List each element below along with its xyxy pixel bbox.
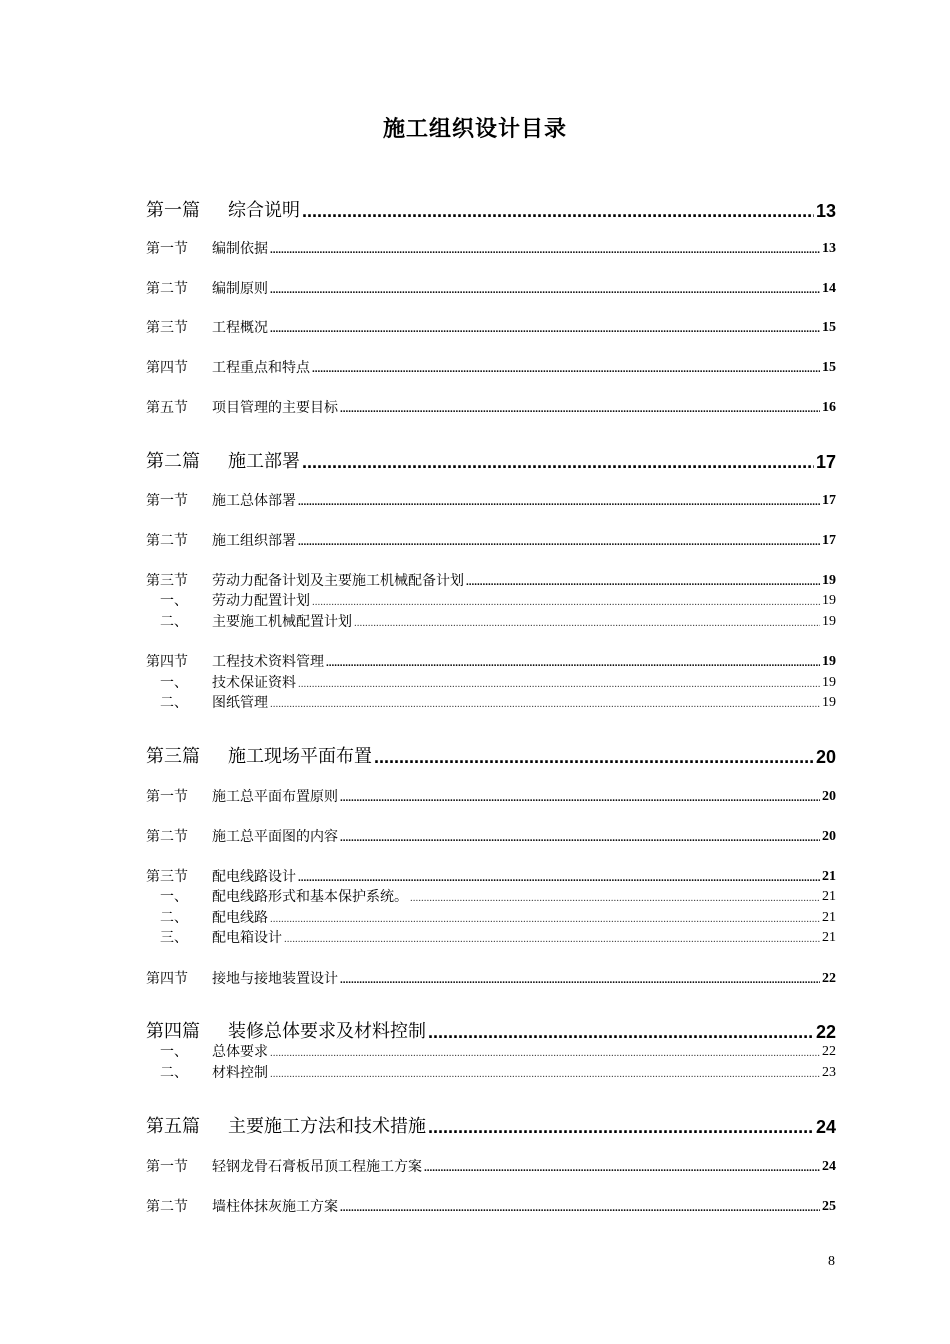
toc-entry-page: 15 [822,360,836,375]
toc-entry-label: 总体要求 [212,1044,268,1060]
toc-entry-label: 主要施工方法和技术措施 [228,1116,426,1137]
toc-entry-label: 施工部署 [228,451,300,472]
toc-entry-sub[interactable] [146,931,836,945]
toc-entry-page: 13 [815,201,836,221]
toc-entry-number: 三、 [160,930,188,946]
toc-entry-sub[interactable] [146,696,836,710]
toc-entry-label: 项目管理的主要目标 [212,400,338,416]
toc-dot-leader [270,245,820,256]
toc-dot-leader [302,453,814,471]
toc-dot-leader [410,893,820,904]
toc-entry-number: 第三节 [146,573,188,589]
toc-entry-number: 一、 [160,889,188,905]
toc-entry-number: 第五节 [146,400,188,416]
toc-entry-label: 施工总平面图的内容 [212,829,338,845]
toc-entry-number: 第四篇 [146,1021,200,1042]
toc-entry-part[interactable] [146,1023,836,1041]
toc-entry-number: 第一节 [146,493,188,509]
toc-entry-label: 工程重点和特点 [212,360,310,376]
toc-entry-page: 17 [815,452,836,472]
toc-dot-leader [312,597,820,608]
toc-entry-number: 第三节 [146,320,188,336]
toc-entry-sub[interactable] [146,911,836,925]
toc-entry-sub[interactable] [146,1045,836,1059]
toc-entry-label: 接地与接地装置设计 [212,971,338,987]
toc-entry-label: 施工总体部署 [212,493,296,509]
toc-entry-page: 22 [822,971,836,986]
toc-dot-leader [340,833,820,844]
toc-dot-leader [354,618,820,629]
toc-entry-part[interactable] [146,1118,836,1136]
toc-dot-leader [298,537,820,548]
toc-entry-number: 一、 [160,1044,188,1060]
toc-entry-number: 二、 [160,614,188,630]
toc-entry-number: 第一节 [146,1159,188,1175]
toc-dot-leader [270,1048,820,1059]
toc-dot-leader [270,285,820,296]
toc-entry-number: 二、 [160,1065,188,1081]
toc-entry-label: 配电线路 [212,910,268,926]
toc-entry-label: 主要施工机械配置计划 [212,614,352,630]
toc-entry-page: 21 [822,910,836,925]
toc-dot-leader [326,658,820,669]
toc-entry-page: 21 [822,930,836,945]
toc-entry-label: 图纸管理 [212,695,268,711]
toc-entry-page: 23 [822,1065,836,1080]
toc-entry-number: 第三篇 [146,746,200,767]
toc-entry-page: 15 [822,320,836,335]
toc-entry-page: 20 [822,789,836,804]
toc-dot-leader [298,873,820,884]
toc-entry-number: 第二节 [146,281,188,297]
toc-entry-number: 第二节 [146,1199,188,1215]
toc-entry-number: 第二节 [146,829,188,845]
toc-entry-label: 轻钢龙骨石膏板吊顶工程施工方案 [212,1159,422,1175]
toc-entry-number: 一、 [160,593,188,609]
toc-entry-label: 劳动力配备计划及主要施工机械配备计划 [212,573,464,589]
toc-dot-leader [428,1023,814,1041]
toc-dot-leader [270,699,820,710]
toc-entry-sec[interactable] [146,321,836,335]
toc-entry-label: 综合说明 [228,200,300,221]
toc-entry-sec[interactable] [146,401,836,415]
toc-entry-number: 第三节 [146,869,188,885]
toc-entry-sec[interactable] [146,1200,836,1214]
toc-entry-number: 第四节 [146,971,188,987]
toc-entry-sec[interactable] [146,242,836,256]
toc-entry-label: 施工组织部署 [212,533,296,549]
toc-entry-sec[interactable] [146,574,836,588]
page-number: 8 [828,1254,835,1269]
toc-entry-label: 配电线路设计 [212,869,296,885]
toc-entry-part[interactable] [146,202,836,220]
toc-dot-leader [340,975,820,986]
toc-entry-page: 17 [822,493,836,508]
toc-dot-leader [298,497,820,508]
toc-entry-label: 施工总平面布置原则 [212,789,338,805]
toc-dot-leader [428,1118,814,1136]
toc-entry-page: 19 [822,614,836,629]
toc-dot-leader [340,793,820,804]
toc-entry-label: 技术保证资料 [212,675,296,691]
toc-entry-sec[interactable] [146,282,836,296]
toc-entry-page: 25 [822,1199,836,1214]
toc-entry-page: 16 [822,400,836,415]
toc-entry-page: 19 [822,695,836,710]
toc-entry-label: 工程概况 [212,320,268,336]
toc-entry-label: 施工现场平面布置 [228,746,372,767]
toc-entry-number: 第四节 [146,654,188,670]
toc-entry-label: 材料控制 [212,1065,268,1081]
toc-entry-sec[interactable] [146,534,836,548]
toc-dot-leader [270,1069,820,1080]
toc-entry-number: 第二节 [146,533,188,549]
toc-dot-leader [340,1203,820,1214]
toc-dot-leader [466,577,820,588]
toc-entry-sub[interactable] [146,890,836,904]
toc-entry-sec[interactable] [146,830,836,844]
toc-entry-page: 22 [822,1044,836,1059]
toc-entry-sub[interactable] [146,615,836,629]
toc-entry-number: 二、 [160,695,188,711]
toc-dot-leader [424,1163,820,1174]
toc-entry-sec[interactable] [146,361,836,375]
toc-entry-number: 第一节 [146,789,188,805]
toc-entry-label: 配电箱设计 [212,930,282,946]
toc-entry-sec[interactable] [146,870,836,884]
toc-entry-page: 22 [815,1022,836,1042]
toc-entry-page: 13 [822,241,836,256]
toc-entry-label: 工程技术资料管理 [212,654,324,670]
toc-entry-page: 19 [822,593,836,608]
toc-entry-page: 24 [815,1117,836,1137]
toc-entry-number: 第五篇 [146,1116,200,1137]
toc-entry-sec[interactable] [146,655,836,669]
toc-dot-leader [302,202,814,220]
toc-entry-page: 17 [822,533,836,548]
toc-entry-number: 第四节 [146,360,188,376]
toc-entry-label: 劳动力配置计划 [212,593,310,609]
toc-entry-sec[interactable] [146,1160,836,1174]
toc-entry-page: 21 [822,889,836,904]
toc-dot-leader [340,404,820,415]
toc-entry-label: 编制依据 [212,241,268,257]
toc-entry-sec[interactable] [146,790,836,804]
toc-entry-page: 14 [822,281,836,296]
toc-entry-sec[interactable] [146,972,836,986]
document-title: 施工组织设计目录 [382,116,567,142]
toc-entry-page: 21 [822,869,836,884]
toc-entry-number: 一、 [160,675,188,691]
toc-dot-leader [270,324,820,335]
toc-dot-leader [270,914,820,925]
toc-entry-page: 24 [822,1159,836,1174]
toc-entry-page: 19 [822,675,836,690]
toc-entry-part[interactable] [146,453,836,471]
toc-entry-label: 配电线路形式和基本保护系统。 [212,889,408,905]
toc-entry-number: 二、 [160,910,188,926]
toc-entry-page: 19 [822,654,836,669]
toc-entry-number: 第一节 [146,241,188,257]
toc-dot-leader [312,364,820,375]
toc-entry-label: 装修总体要求及材料控制 [228,1021,426,1042]
toc-entry-part[interactable] [146,748,836,766]
toc-entry-sub[interactable] [146,594,836,608]
toc-entry-page: 20 [822,829,836,844]
toc-entry-page: 19 [822,573,836,588]
toc-entry-number: 第一篇 [146,200,200,221]
toc-dot-leader [298,679,820,690]
toc-dot-leader [374,748,814,766]
toc-entry-page: 20 [815,747,836,767]
toc-entry-sec[interactable] [146,494,836,508]
toc-entry-label: 编制原则 [212,281,268,297]
toc-entry-sub[interactable] [146,1066,836,1080]
toc-entry-sub[interactable] [146,676,836,690]
toc-entry-label: 墙柱体抹灰施工方案 [212,1199,338,1215]
toc-dot-leader [284,934,820,945]
toc-entry-number: 第二篇 [146,451,200,472]
